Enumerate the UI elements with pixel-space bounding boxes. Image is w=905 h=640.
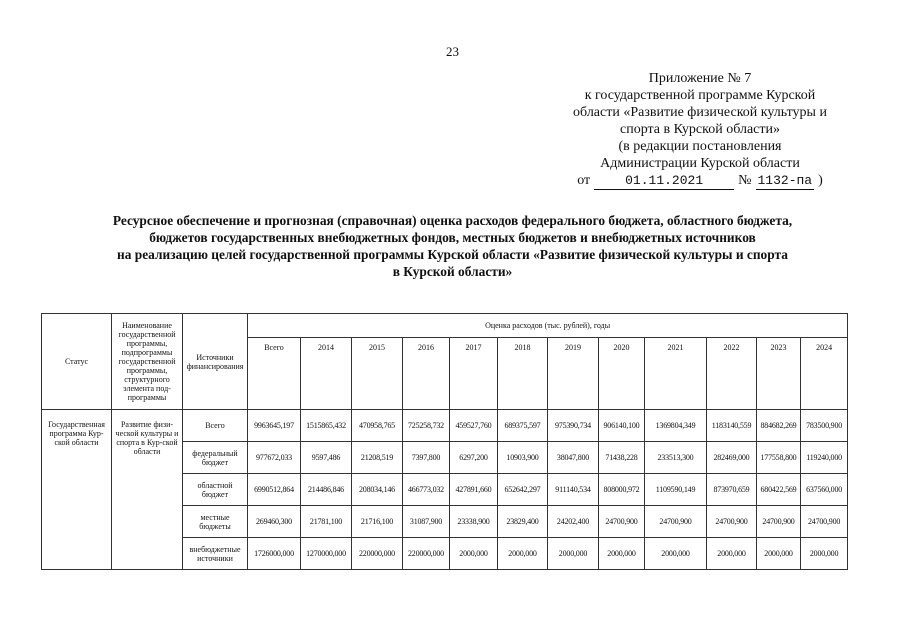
value-cell: 38047,800	[548, 442, 599, 474]
value-cell: 233513,300	[645, 442, 707, 474]
from-prefix: от	[577, 173, 591, 188]
appendix-block	[545, 70, 855, 190]
value-cell: 2000,000	[548, 538, 599, 570]
appendix-line: области «Развитие физической культуры и	[573, 105, 827, 120]
value-cell: 214486,846	[301, 474, 352, 506]
program-cell: Развитие физи-ческой культуры и спорта в Кур-ской области	[112, 410, 183, 570]
value-cell: 119240,000	[801, 442, 848, 474]
number-prefix: №	[738, 173, 752, 188]
appendix-line: спорта в Курской области»	[619, 122, 780, 137]
value-cell: 680422,569	[757, 474, 801, 506]
value-cell: 1270000,000	[301, 538, 352, 570]
value-cell: 24700,900	[801, 506, 848, 538]
value-cell: 911140,534	[548, 474, 599, 506]
value-cell: 783500,900	[801, 410, 848, 442]
value-cell: 208034,146	[352, 474, 403, 506]
value-cell: 21208,519	[352, 442, 403, 474]
header-status: Статус	[42, 314, 112, 410]
value-cell: 1515865,432	[301, 410, 352, 442]
value-cell: 23338,900	[450, 506, 498, 538]
value-cell: 2000,000	[645, 538, 707, 570]
title-line: на реализацию целей государственной программы Курской области «Развитие физической культуры и спорта	[117, 247, 788, 262]
value-cell: 7397,800	[403, 442, 450, 474]
value-cell: 220000,000	[352, 538, 403, 570]
value-cell: 31087,900	[403, 506, 450, 538]
resource-table	[41, 313, 848, 570]
value-cell: 6990512,864	[248, 474, 301, 506]
value-cell: 6297,200	[450, 442, 498, 474]
value-cell: 23829,400	[498, 506, 548, 538]
value-cell: 689375,597	[498, 410, 548, 442]
source-cell: внебюджетные источники	[183, 538, 248, 570]
value-cell: 10903,900	[498, 442, 548, 474]
resolution-number: 1132-па	[757, 173, 813, 188]
value-cell: 470958,765	[352, 410, 403, 442]
source-cell: федеральный бюджет	[183, 442, 248, 474]
header-program-name: Наименование государственной программы, подпрограммы государственной программы, структурного элемента под-программы	[112, 314, 183, 410]
appendix-line: Администрации Курской области	[600, 156, 800, 171]
value-cell: 2000,000	[801, 538, 848, 570]
value-cell: 24202,400	[548, 506, 599, 538]
appendix-line: Приложение № 7	[648, 71, 752, 86]
status-cell: Государственная программа Кур-ской области	[42, 410, 112, 570]
value-cell: 2000,000	[450, 538, 498, 570]
value-cell: 808000,972	[599, 474, 645, 506]
value-cell: 1109590,149	[645, 474, 707, 506]
value-cell: 71438,228	[599, 442, 645, 474]
value-cell: 2000,000	[498, 538, 548, 570]
value-cell: 21781,100	[301, 506, 352, 538]
header-column: 2014	[301, 338, 352, 410]
value-cell: 282469,000	[707, 442, 757, 474]
value-cell: 637560,000	[801, 474, 848, 506]
value-cell: 2000,000	[707, 538, 757, 570]
header-estimate: Оценка расходов (тыс. рублей), годы	[248, 314, 848, 338]
resolution-date: 01.11.2021	[594, 172, 734, 190]
header-column: 2024	[801, 338, 848, 410]
header-column: 2015	[352, 338, 403, 410]
value-cell: 2000,000	[599, 538, 645, 570]
value-cell: 459527,760	[450, 410, 498, 442]
value-cell: 1369804,349	[645, 410, 707, 442]
value-cell: 466773,032	[403, 474, 450, 506]
title-line: бюджетов государственных внебюджетных фондов, местных бюджетов и внебюджетных источников	[149, 230, 756, 245]
value-cell: 24700,900	[757, 506, 801, 538]
value-cell: 9597,486	[301, 442, 352, 474]
value-cell: 884682,269	[757, 410, 801, 442]
appendix-line: (в редакции постановления	[618, 139, 782, 154]
value-cell: 24700,900	[599, 506, 645, 538]
title-line: в Курской области»	[392, 264, 513, 279]
source-cell: местные бюджеты	[183, 506, 248, 538]
value-cell: 2000,000	[757, 538, 801, 570]
header-column: 2016	[403, 338, 450, 410]
header-column: 2019	[548, 338, 599, 410]
value-cell: 1726000,000	[248, 538, 301, 570]
header-column: 2017	[450, 338, 498, 410]
header-column: 2021	[645, 338, 707, 410]
header-column: Всего	[248, 338, 301, 410]
header-column: 2023	[757, 338, 801, 410]
value-cell: 220000,000	[403, 538, 450, 570]
value-cell: 906140,100	[599, 410, 645, 442]
value-cell: 24700,900	[707, 506, 757, 538]
close-paren: )	[818, 173, 823, 188]
value-cell: 269460,300	[248, 506, 301, 538]
source-cell: областной бюджет	[183, 474, 248, 506]
header-sources: Источники финансирования	[183, 314, 248, 410]
title-line: Ресурсное обеспечение и прогнозная (справочная) оценка расходов федерального бюджета, областного бюджета,	[112, 213, 793, 228]
resolution-date-line	[545, 172, 855, 190]
value-cell: 873970,659	[707, 474, 757, 506]
value-cell: 1183140,559	[707, 410, 757, 442]
appendix-line: к государственной программе Курской	[584, 88, 816, 103]
value-cell: 652642,297	[498, 474, 548, 506]
value-cell: 9963645,197	[248, 410, 301, 442]
header-column: 2018	[498, 338, 548, 410]
source-cell: Всего	[183, 410, 248, 442]
table-row	[42, 410, 848, 442]
value-cell: 21716,100	[352, 506, 403, 538]
value-cell: 427891,660	[450, 474, 498, 506]
page-number: 23	[446, 44, 459, 59]
value-cell: 177558,800	[757, 442, 801, 474]
value-cell: 977672,033	[248, 442, 301, 474]
header-column: 2020	[599, 338, 645, 410]
value-cell: 975390,734	[548, 410, 599, 442]
value-cell: 24700,900	[645, 506, 707, 538]
document-title	[40, 212, 865, 280]
value-cell: 725258,732	[403, 410, 450, 442]
header-column: 2022	[707, 338, 757, 410]
